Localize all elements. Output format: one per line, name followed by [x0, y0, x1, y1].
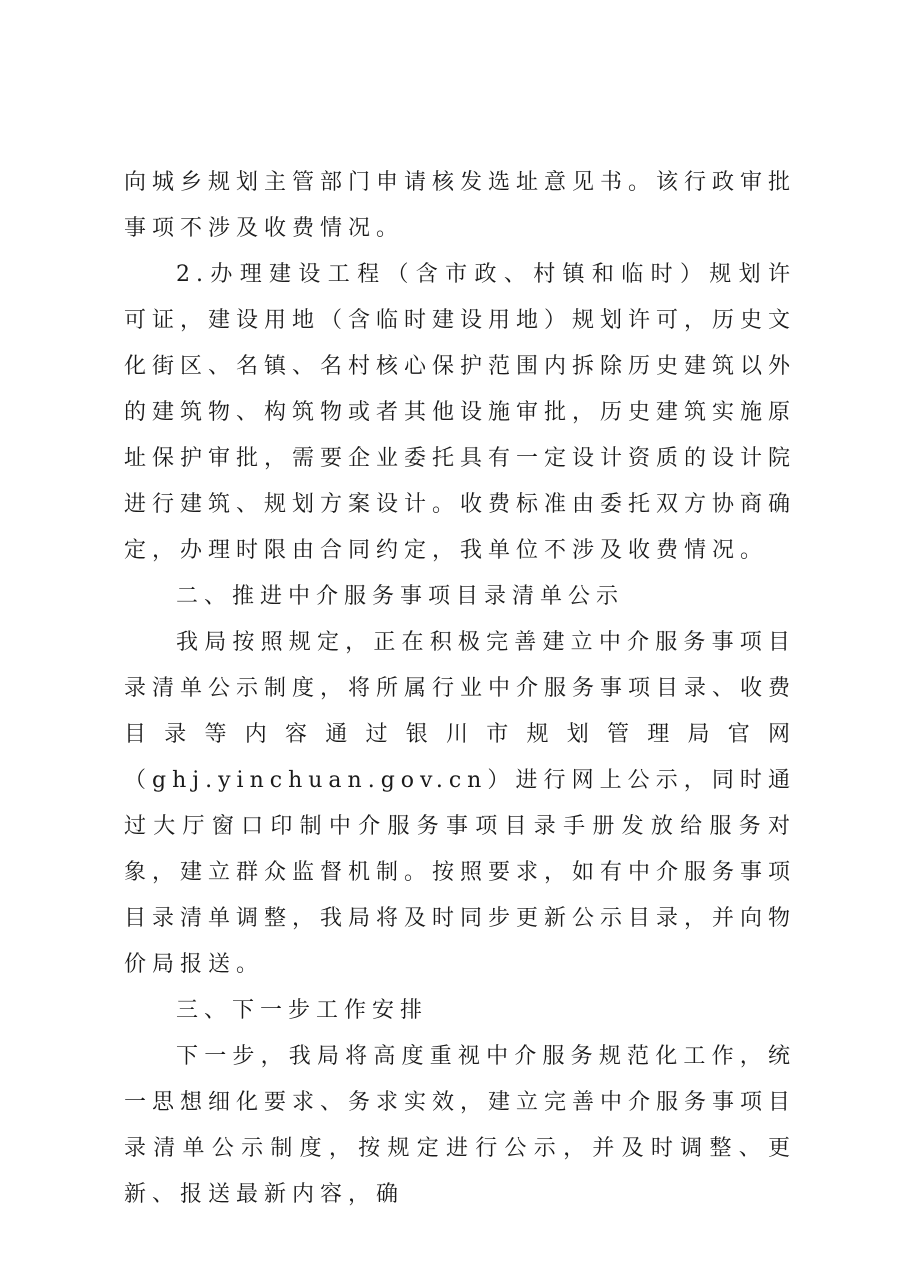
- document-body: [124, 160, 796, 1218]
- section-heading-2: 二、推进中介服务事项目录清单公示: [176, 584, 625, 609]
- paragraph-continuation: 向城乡规划主管部门申请核发选址意见书。该行政审批事项不涉及收费情况。: [124, 170, 797, 241]
- paragraph-publicity: 我局按照规定，正在积极完善建立中介服务事项目录清单公示制度，将所属行业中介服务事项目录、收费目录等内容通过银川市规划管理局官网（ghj.yinchuan.gov.cn）进行网上公示，同时通过大厅窗口印制中介服务事项目录手册发放给服务对象，建立群众监督机制。按照要求，如有中介服务事项目录清单调整，我局将及时同步更新公示目录，并向物价局报送。: [124, 630, 797, 977]
- paragraph-next-steps: 下一步，我局将高度重视中介服务规范化工作，统一思想细化要求、务求实效，建立完善中介服务事项目录清单公示制度，按规定进行公示，并及时调整、更新、报送最新内容，确: [124, 1044, 797, 1207]
- section-heading-3: 三、下一步工作安排: [176, 998, 429, 1023]
- paragraph-item-2: 2.办理建设工程（含市政、村镇和临时）规划许可证，建设用地（含临时建设用地）规划许可，历史文化街区、名镇、名村核心保护范围内拆除历史建筑以外的建筑物、构筑物或者其他设施审批，历史建筑实施原址保护审批，需要企业委托具有一定设计资质的设计院进行建筑、规划方案设计。收费标准由委托双方协商确定，办理时限由合同约定，我单位不涉及收费情况。: [124, 262, 797, 563]
